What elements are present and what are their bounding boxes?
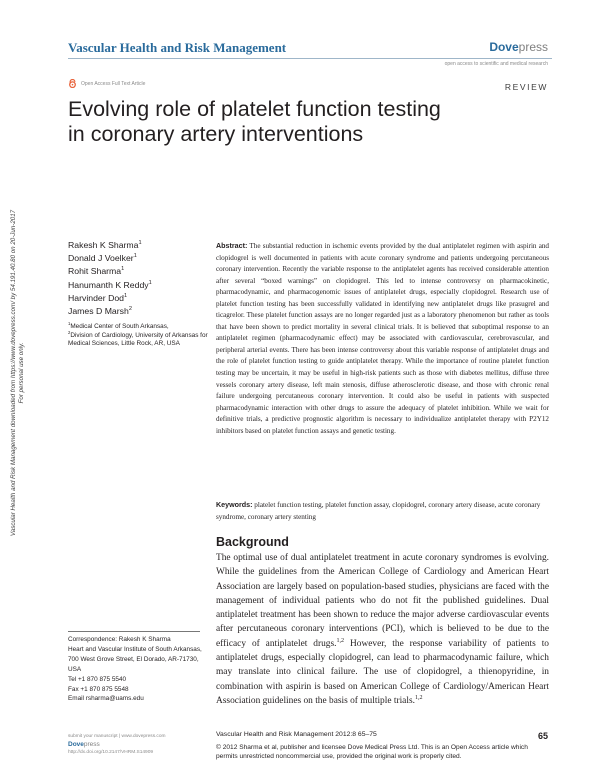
correspondence-rule: [68, 631, 200, 632]
logo-press: press: [518, 40, 548, 54]
citation-ref[interactable]: 1,2: [336, 637, 345, 644]
background-paragraph: The optimal use of dual antiplatelet treatment in acute coronary syndromes is evolving. While the guidelines from the American College of Cardiology and American Heart Association are largely based on population-based studies, physicians are faced with the management of individual patients who do not fit the published guidelines. Dual antiplatelet treatment has been shown to reduce the major adverse cardiovascular events after percutaneous coronary interventions (PCI), which is believed to be due to the efficacy of antiplatelet drugs.$^{1,2}$ However, the response variability of patients to antiplatelet drugs, especially clopidogrel, can lead to pharmacodynamic failure, which may translate into clinical failure. The use of clopidogrel, a thienopyridine, in combination with aspirin is based on American College of Cardiology/American Heart Association guidelines on the basis of multiple trials.$^{1,2}$: [216, 553, 549, 706]
keywords: [216, 500, 549, 523]
open-access-icon: [68, 79, 77, 88]
background-heading: Background: [216, 535, 289, 549]
dovepress-logo[interactable]: [489, 40, 548, 54]
footer-copyright: © 2012 Sharma et al, publisher and licensee Dove Medical Press Ltd. This is an Open Access article which permits unrestricted noncommercial use, provided the original work is properly cited.: [216, 744, 528, 761]
author-list: [68, 239, 152, 318]
abstract: [216, 241, 549, 437]
download-side-note: [10, 118, 50, 628]
doi-link[interactable]: http://dx.doi.org/10.2147/VHRM.S14909: [68, 750, 154, 755]
affiliations: $^1$Medical Center of South Arkansas, $^2$Division of Cardiology, University of Arkansas for Medical Sciences, Little Rock, AR, USA: [68, 320, 208, 348]
logo-dove: Dove: [489, 40, 519, 54]
correspondence: Correspondence: Rakesh K Sharma Heart and Vascular Institute of South Arkansas, 700 West Grove Street, El Dorado, AR-71730, USA Tel +1 870 875 5540 Fax +1 870 875 5548 Email rsharma@uams.edu: [68, 635, 208, 704]
keywords-label: Keywords:: [216, 501, 253, 509]
submit-manuscript-link[interactable]: submit your manuscript | www.dovepress.com: [68, 734, 166, 739]
title-line-1: Evolving role of platelet function testing: [68, 97, 441, 121]
journal-title: Vascular Health and Risk Management: [68, 40, 287, 55]
header-rule: [68, 58, 552, 59]
open-access-line: [68, 79, 145, 88]
publisher-tagline: open access to scientific and medical research: [444, 61, 548, 67]
article-type: REVIEW: [504, 82, 548, 92]
correspondence-email[interactable]: Email rsharma@uams.edu: [68, 695, 144, 703]
page-number: 65: [537, 731, 548, 741]
citation-ref[interactable]: 1,2: [414, 694, 423, 701]
footer-citation: Vascular Health and Risk Management 2012:8 65–75: [216, 731, 377, 738]
author: Rohit Sharma$^1$: [68, 266, 125, 277]
author: James D Marsh$^2$: [68, 306, 132, 317]
author: Rakesh K Sharma$^1$: [68, 240, 142, 250]
abstract-label: Abstract:: [216, 242, 248, 250]
side-note-line-1: Vascular Health and Risk Management downloaded from https://www.dovepress.com/ by 54.191.40.80 on 20-Jun-2017: [10, 209, 17, 537]
side-note-line-2: For personal use only.: [18, 342, 25, 404]
author: Donald J Voelker$^1$: [68, 253, 137, 264]
article-title: [68, 97, 488, 147]
author: Hanumanth K Reddy$^1$: [68, 279, 152, 290]
open-access-label: Open Access Full Text Article: [81, 80, 146, 87]
title-line-2: in coronary artery interventions: [68, 122, 364, 146]
keywords-text: platelet function testing, platelet function assay, clopidogrel, coronary artery disease, acute coronary syndrome, coronary artery stenting: [216, 501, 541, 521]
footer-dovepress-logo[interactable]: Dovepress: [68, 741, 100, 748]
abstract-text: The substantial reduction in ischemic events provided by the dual antiplatelet regimen with aspirin and clopidogrel is well documented in patients with acute coronary syndrome and patients undergoing percutaneous coronary intervention. Recently the variable response to the antiplatelet agents has received considerable attention after several “boxed warnings” on clopidogrel. This led to intense controversy on pharmacokinetic, pharmacodynamic, and pharmacogenomic issues of antiplatelet drugs, especially clopidogrel. Research use of platelet function testing has been successfully validated in identifying new antiplatelet drugs like prasugrel and ticagrelor. These platelet function assays are no longer regarded just as a laboratory phenomenon but rather as tools that have been shown to predict mortality in several clinical trials. It is believed that suboptimal response to an antiplatelet regimen (pharmacodynamic effect) may be associated with cardiovascular, cerebrovascular, and peripheral arterial events. There has been intense controversy about this variable response of antiplatelet drugs and the role of platelet function testing to guide antiplatelet therapy. While the importance of routine platelet function testing may be uncertain, it may be useful in high-risk patients such as those with diabetes mellitus, diffuse three vessels coronary artery disease, left main stenosis, diffuse atherosclerotic disease, and those with chronic renal failure undergoing percutaneous coronary intervention. It could also be useful in patients with suspected pharmacodynamic interaction with other drugs to assure the adequacy of platelet inhibition. While we wait for definitive trials, a predictive prognostic algorithm is necessary to individualize antiplatelet therapy with P2Y12 inhibitors based on platelet function assays and genetic testing.: [216, 242, 549, 435]
author: Harvinder Dod$^1$: [68, 292, 128, 303]
footer-left: [68, 733, 203, 757]
